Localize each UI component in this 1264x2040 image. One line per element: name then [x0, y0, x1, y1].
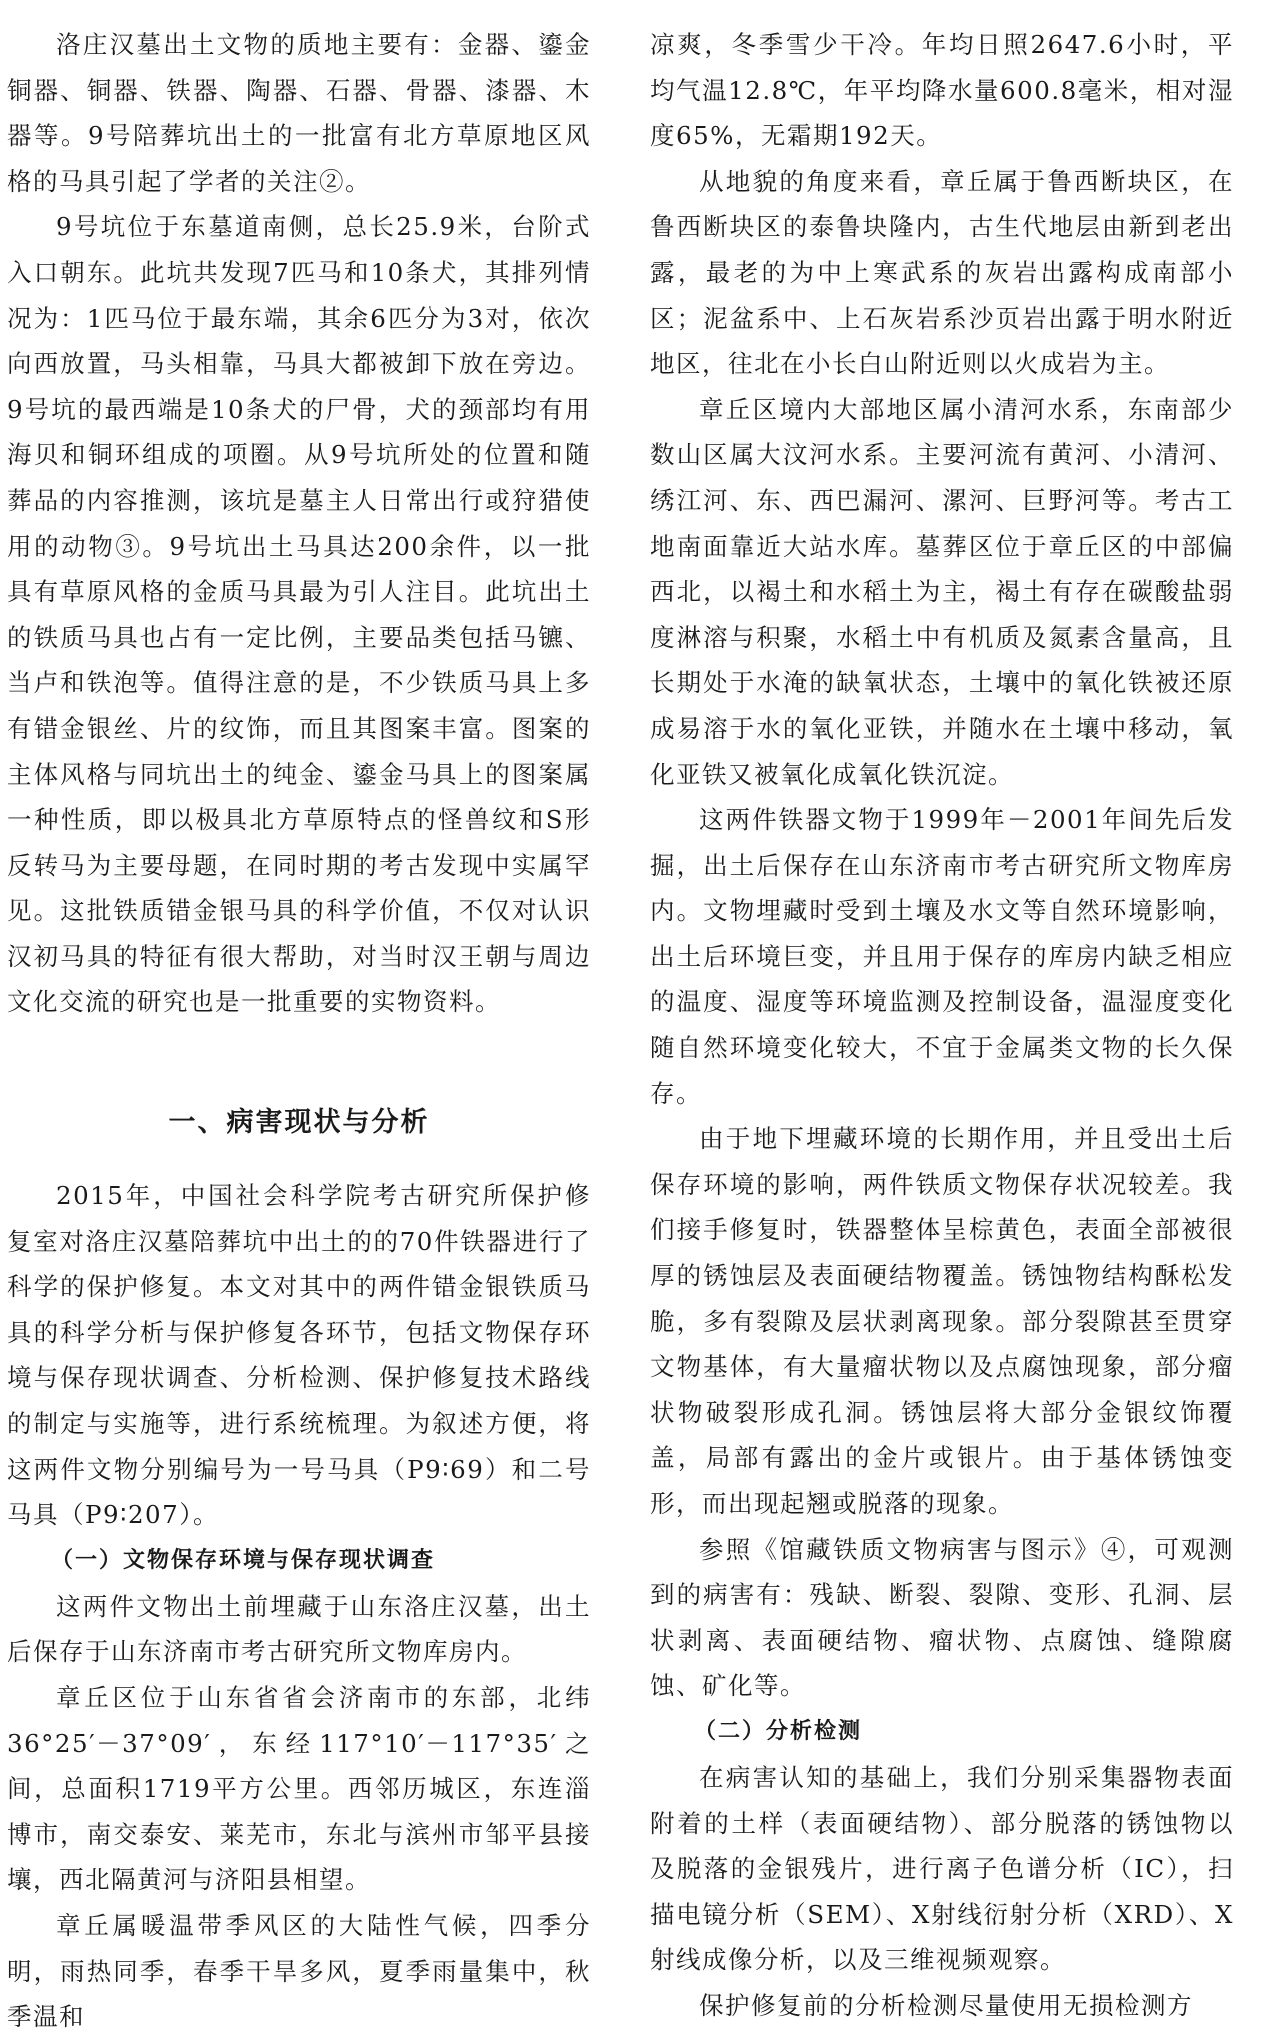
paragraph: 9号坑位于东墓道南侧，总长25.9米，台阶式入口朝东。此坑共发现7匹马和10条犬，其排列情况为：1匹马位于最东端，其余6匹分为3对，依次向西放置，马头相靠，马具大都被卸下放在旁边。9号坑的最西端是10条犬的尸骨，犬的颈部均有用海贝和铜环组成的项圈。从9号坑所处的位置和随葬品的内容推测，该坑是墓主人日常出行或狩猎使用的动物③。9号坑出土马具达200余件，以一批具有草原风格的金质马具最为引人注目。此坑出土的铁质马具也占有一定比例，主要品类包括马镳、当卢和铁泡等。值得注意的是，不少铁质马具上多有错金银丝、片的纹饰，而且其图案丰富。图案的主体风格与同坑出土的纯金、鎏金马具上的图案属一种性质，即以极具北方草原特点的怪兽纹和S形反转马为主要母题，在同时期的考古发现中实属罕见。这批铁质错金银马具的科学价值，不仅对认识汉初马具的特征有很大帮助，对当时汉王朝与周边文化交流的研究也是一批重要的实物资料。 — [7, 212, 591, 1017]
paragraph: 从地貌的角度来看，章丘属于鲁西断块区，在鲁西断块区的泰鲁块隆内，古生代地层由新到老出露，最老的为中上寒武系的灰岩出露构成南部小区；泥盆系中、上石灰岩系沙页岩出露于明水附近地区，往北在小长白山附近则以火成岩为主。 — [650, 166, 1234, 379]
paragraph: 2015年，中国社会科学院考古研究所保护修复室对洛庄汉墓陪葬坑中出土的的70件铁器进行了科学的保护修复。本文对其中的两件错金银铁质马具的科学分析与保护修复各环节，包括文物保存环境与保存现状调查、分析检测、保护修复技术路线的制定与实施等，进行系统梳理。为叙述方便，将这两件文物分别编号为一号马具（P9∶69）和二号马具（P9∶207）。 — [7, 1181, 591, 1530]
section-heading: 一、病害现状与分析 — [168, 1107, 430, 1139]
paragraph: 由于地下埋藏环境的长期作用，并且受出土后保存环境的影响，两件铁质文物保存状况较差。我们接手修复时，铁器整体呈棕黄色，表面全部被很厚的锈蚀层及表面硬结物覆盖。锈蚀物结构酥松发脆，多有裂隙及层状剥离现象。部分裂隙甚至贯穿文物基体，有大量瘤状物以及点腐蚀现象，部分瘤状物破裂形成孔洞。锈蚀层将大部分金银纹饰覆盖，局部有露出的金片或银片。由于基体锈蚀变形，而出现起翘或脱落的现象。 — [650, 1124, 1234, 1518]
spacer — [7, 1025, 591, 1073]
paragraph: 章丘区境内大部地区属小清河水系，东南部少数山区属大汶河水系。主要河流有黄河、小清河、绣江河、东、西巴漏河、漯河、巨野河等。考古工地南面靠近大站水库。墓葬区位于章丘区的中部偏西北，以褐土和水稻土为主，褐土有存在碳酸盐弱度淋溶与积聚，水稻土中有机质及氮素含量高，且长期处于水淹的缺氧状态，土壤中的氧化铁被还原成易溶于水的氧化亚铁，并随水在土壤中移动，氧化亚铁又被氧化成氧化铁沉淀。 — [650, 394, 1234, 789]
paragraph-continued: 凉爽，冬季雪少干冷。年均日照2647.6小时，平均气温12.8℃，年平均降水量600.8毫米，相对湿度65%，无霜期192天。 — [650, 30, 1234, 151]
paragraph: 保护修复前的分析检测尽量使用无损检测方 — [699, 1990, 1193, 2020]
paragraph: 章丘区位于山东省省会济南市的东部，北纬36°25′－37°09′，东经117°10′－117°35′之间，总面积1719平方公里。西邻历城区，东连淄博市，南交泰安、莱芜市，东北与滨州市邹平县接壤，西北隔黄河与济阳县相望。 — [7, 1683, 591, 1895]
subsection-heading: （二）分析检测 — [694, 1718, 863, 1744]
left-column — [7, 22, 591, 2040]
paragraph: 这两件铁器文物于1999年－2001年间先后发掘，出土后保存在山东济南市考古研究所文物库房内。文物埋藏时受到土壤及水文等自然环境影响，出土后环境巨变，并且用于保存的库房内缺乏相应的温度、湿度等环境监测及控制设备，温湿度变化随自然环境变化较大，不宜于金属类文物的长久保存。 — [650, 805, 1234, 1108]
paragraph: 参照《馆藏铁质文物病害与图示》④，可观测到的病害有：残缺、断裂、裂隙、变形、孔洞、层状剥离、表面硬结物、瘤状物、点腐蚀、缝隙腐蚀、矿化等。 — [650, 1534, 1234, 1701]
right-column — [650, 22, 1234, 2029]
paragraph: 章丘属暖温带季风区的大陆性气候，四季分明，雨热同季，春季干旱多风，夏季雨量集中，秋季温和 — [7, 1910, 591, 2032]
paragraph: 这两件文物出土前埋藏于山东洛庄汉墓，出土后保存于山东济南市考古研究所文物库房内。 — [7, 1591, 591, 1667]
subsection-heading: （一）文物保存环境与保存现状调查 — [51, 1547, 436, 1573]
paragraph: 洛庄汉墓出土文物的质地主要有：金器、鎏金铜器、铜器、铁器、陶器、石器、骨器、漆器、木器等。9号陪葬坑出土的一批富有北方草原地区风格的马具引起了学者的关注②。 — [7, 30, 591, 196]
paragraph: 在病害认知的基础上，我们分别采集器物表面附着的土样（表面硬结物）、部分脱落的锈蚀物以及脱落的金银残片，进行离子色谱分析（IC），扫描电镜分析（SEM）、X射线衍射分析（XRD）、X射线成像分析，以及三维视频观察。 — [650, 1762, 1234, 1975]
